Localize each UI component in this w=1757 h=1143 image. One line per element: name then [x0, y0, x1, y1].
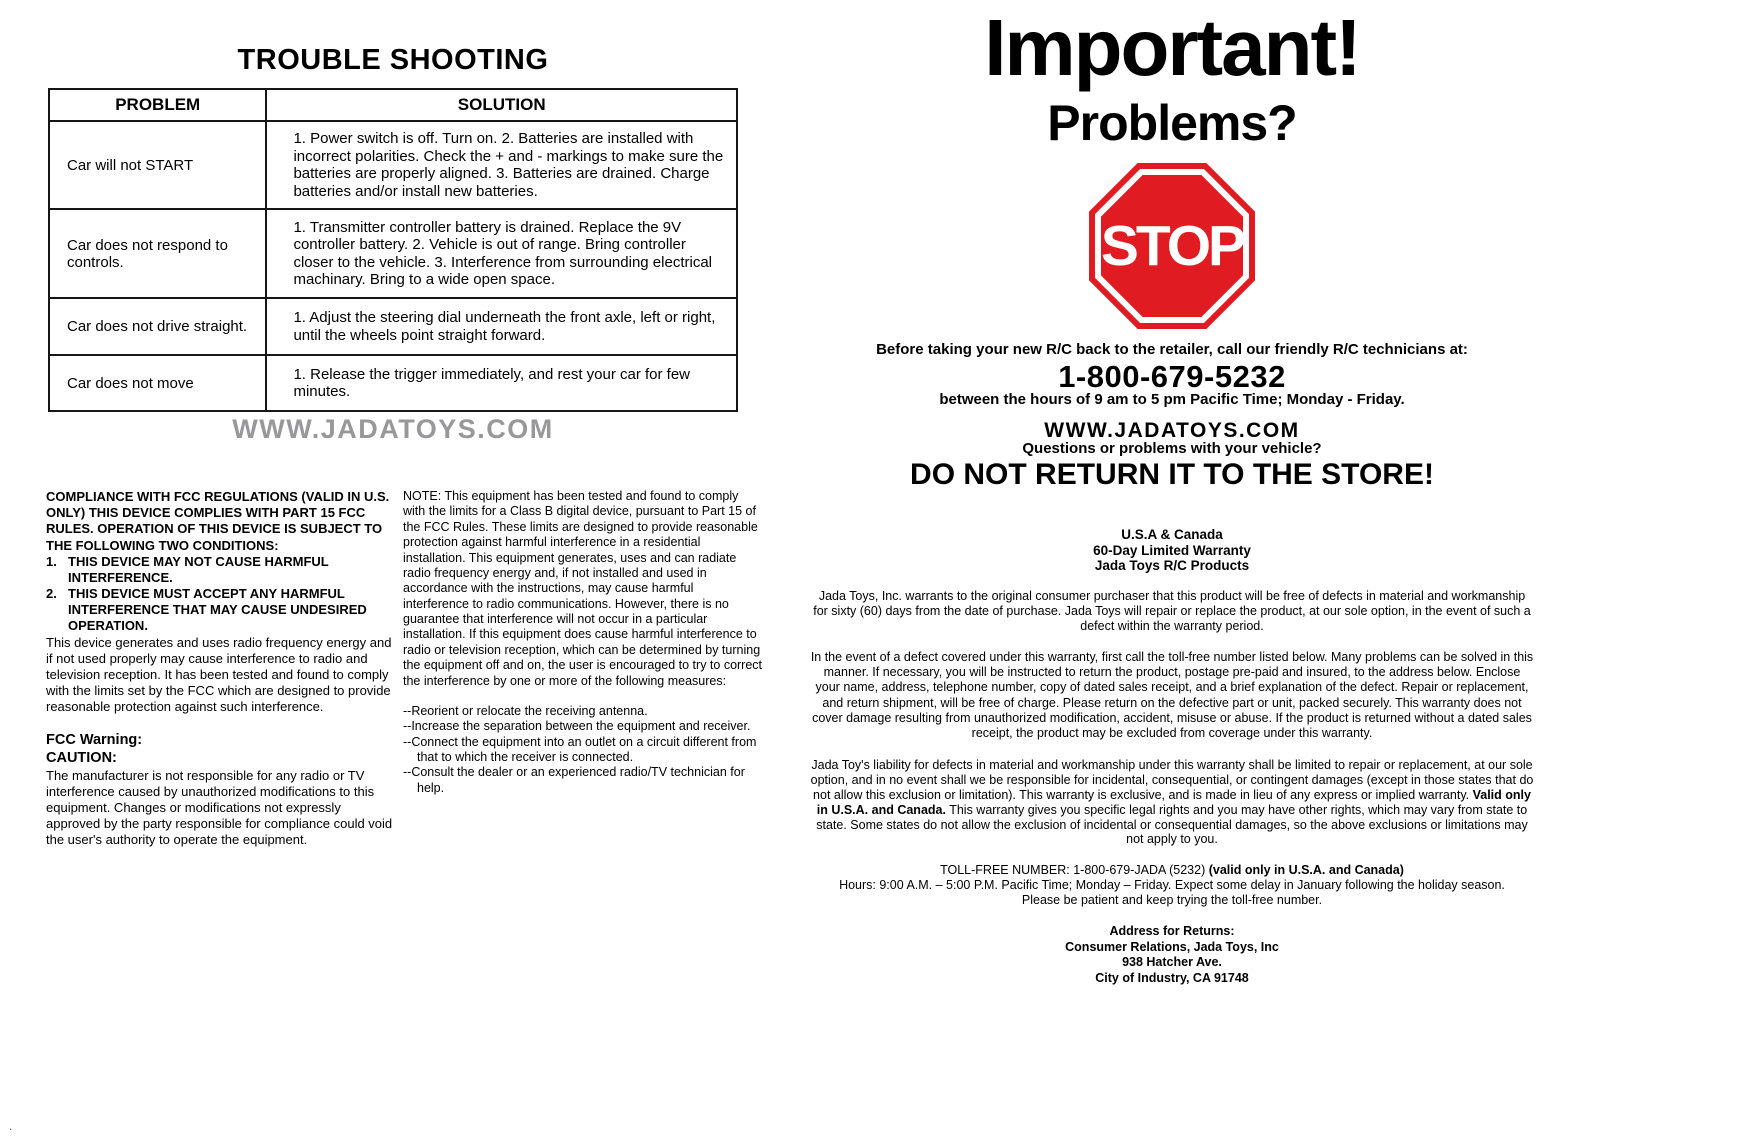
solution-cell: 1. Transmitter controller battery is drained. Replace the 9V controller battery. 2. Vehicle is out of range. Bring controller closer to the vehicle. 3. Interference from surrounding electrical machinary. Bring to a wide open space.: [266, 209, 737, 298]
fcc-measure-item: --Connect the equipment into an outlet on a circuit different from that to which the receiver is connected.: [403, 734, 757, 764]
phone-number: 1-800-679-5232: [1058, 359, 1286, 394]
warranty-paragraph-3-post: This warranty gives you specific legal rights and you may have other rights, which may vary from state to state. Some states do not allow the exclusion of incidental or consequential damages, so the above exclusions or limitations may not apply to you.: [816, 802, 1528, 847]
table-row: [49, 209, 737, 298]
tollfree-patience-line: Please be patient and keep trying the toll-free number.: [1021, 893, 1323, 907]
address-for-returns-label: Address for Returns:: [1109, 924, 1235, 938]
list-number: 1.: [46, 553, 57, 569]
fcc-warning-label: FCC Warning:: [46, 732, 143, 749]
fcc-measures-list: [403, 704, 762, 796]
problem-cell: Car will not START: [49, 121, 266, 209]
fcc-caution-label: CAUTION:: [46, 750, 117, 767]
warranty-heading: [810, 527, 1534, 574]
fcc-caution-paragraph: The manufacturer is not responsible for any radio or TV interference caused by unauthorized modifications to this equipment. Changes or modifications not expressly approved by the party responsible for compliance could void the user's authority to operate the equipment.: [46, 767, 393, 848]
tollfree-number-text: TOLL-FREE NUMBER: 1-800-679-JADA (5232): [940, 863, 1209, 877]
tollfree-valid-bold: (valid only in U.S.A. and Canada): [1208, 863, 1404, 877]
warranty-products-line: Jada Toys R/C Products: [1094, 558, 1250, 574]
column-header-problem: PROBLEM: [49, 89, 266, 121]
do-not-return-headline: DO NOT RETURN IT TO THE STORE!: [910, 458, 1434, 491]
address-city: City of Industry, CA 91748: [1095, 970, 1249, 985]
warranty-paragraph-3: [810, 758, 1534, 847]
table-row: [49, 298, 737, 355]
troubleshooting-title: TROUBLE SHOOTING: [237, 44, 549, 76]
address-street: 938 Hatcher Ave.: [1122, 955, 1222, 969]
fcc-condition-2: [46, 586, 393, 635]
problem-cell: Car does not move: [49, 355, 266, 411]
warranty-duration-line: 60-Day Limited Warranty: [1093, 542, 1251, 558]
scan-artifact-dot: .: [9, 1119, 13, 1133]
fcc-measure-item: --Reorient or relocate the receiving antenna.: [403, 703, 648, 718]
fcc-condition-1: [46, 554, 393, 586]
solution-cell: 1. Release the trigger immediately, and rest your car for few minutes.: [266, 355, 737, 411]
call-technicians-line: Before taking your new R/C back to the retailer, call our friendly R/C technicians at:: [876, 341, 1468, 358]
returns-address-block: [810, 924, 1534, 986]
fcc-condition-1-text: THIS DEVICE MAY NOT CAUSE HARMFUL INTERFERENCE.: [68, 553, 329, 585]
stop-sign-label: STOP: [1100, 214, 1244, 278]
solution-cell: 1. Power switch is off. Turn on. 2. Batteries are installed with incorrect polarities. Check the + and - markings to make sure the batteries are properly aligned. 3. Batteries are drained. Charge batteries and/or install new batteries.: [266, 121, 737, 209]
problem-cell: Car does not respond to controls.: [49, 209, 266, 298]
tollfree-hours-line: Hours: 9:00 A.M. – 5:00 P.M. Pacific Time; Monday – Friday. Expect some delay in January following the holiday season.: [839, 878, 1505, 892]
fcc-measure-item: --Consult the dealer or an experienced radio/TV technician for help.: [403, 765, 745, 795]
column-header-solution: SOLUTION: [266, 89, 737, 121]
warranty-valid-only-bold: Valid only in U.S.A. and Canada.: [816, 787, 1531, 817]
website-url: WWW.JADATOYS.COM: [1044, 419, 1300, 442]
fcc-measure-item: --Increase the separation between the equipment and receiver.: [403, 719, 751, 734]
fcc-body-paragraph: This device generates and uses radio frequency energy and if not used properly may cause interference to radio and television reception. It has been tested and found to comply with the limits set by the FCC which are designed to provide reasonable protection against such interference.: [46, 634, 392, 715]
right-page: [810, 0, 1534, 1143]
jadatoys-watermark: WWW.JADATOYS.COM: [232, 414, 554, 444]
warranty-paragraph-2: In the event of a defect covered under this warranty, first call the toll-free number listed below. Many problems can be solved in this manner. If necessary, you will be instructed to return the product, postage pre-paid and insured, to the address below. Enclose your name, address, telephone number, copy of dated sales receipt, and a brief explanation of the defect. Repair or replacement, and return shipment, will be free of charge. Please return on the defective part or unit, packed securely. This warranty does not cover damage resulting from unauthorized modification, accident, misuse or abuse. If the product is returned without a dated sales receipt, the product may be excluded from coverage under this warranty.: [810, 650, 1534, 740]
fcc-note-paragraph: NOTE: This equipment has been tested and found to comply with the limits for a Class B digital device, pursuant to Part 15 of the FCC Rules. These limits are designed to provide reasonable protection against harmful interference in a residential installation. This equipment generates, uses and can radiate radio frequency energy and, if not installed and used in accordance with the instructions, may cause harmful interference to radio communications. However, there is no guarantee that interference will not occur in a particular installation. If this equipment does cause harmful interference to radio or television reception, which can be determined by turning the equipment off and on, the user is encouraged to try to correct the interference by one or more of the following measures:: [403, 489, 763, 688]
tollfree-block: [810, 863, 1534, 908]
problem-cell: Car does not drive straight.: [49, 298, 266, 355]
troubleshooting-table: [48, 88, 738, 412]
address-consumer-relations: Consumer Relations, Jada Toys, Inc: [1065, 939, 1279, 954]
warranty-region-line: U.S.A & Canada: [1121, 527, 1223, 542]
problems-headline: Problems?: [1047, 95, 1297, 151]
warranty-paragraph-3-pre: Jada Toy's liability for defects in material and workmanship under this warranty shall be limited to repair or replacement, at our sole option, and in no event shall we be responsible for incidental, consequential, or contingent damages (except in those states that do not allow this exclusion or limitation). This warranty is exclusive, and is made in lieu of any express or implied warranty.: [810, 758, 1534, 802]
table-row: [49, 355, 737, 411]
warranty-paragraph-1: Jada Toys, Inc. warrants to the original consumer purchaser that this product will be free of defects in material and workmanship for sixty (60) days from the date of purchase. Jada Toys will repair or replace the product, at our sole option, in the event of such a defect within the warranty period.: [813, 589, 1531, 634]
solution-cell: 1. Adjust the steering dial underneath the front axle, left or right, until the wheels point straight forward.: [266, 298, 737, 355]
list-number: 2.: [46, 586, 57, 602]
table-header-row: [49, 89, 737, 121]
questions-line: Questions or problems with your vehicle?: [1022, 440, 1322, 457]
fcc-condition-2-text: THIS DEVICE MUST ACCEPT ANY HARMFUL INTERFERENCE THAT MAY CAUSE UNDESIRED OPERATION.: [68, 586, 367, 634]
table-row: [49, 121, 737, 209]
fcc-note-column: [403, 489, 762, 796]
fcc-compliance-column: [46, 489, 393, 848]
stop-sign-icon: [1089, 163, 1255, 329]
left-page: [0, 0, 790, 1143]
tollfree-number-line: [810, 863, 1534, 878]
phone-hours-line: between the hours of 9 am to 5 pm Pacific Time; Monday - Friday.: [939, 391, 1405, 408]
fcc-compliance-heading: COMPLIANCE WITH FCC REGULATIONS (VALID IN U.S. ONLY) THIS DEVICE COMPLIES WITH PART 15 FCC RULES. OPERATION OF THIS DEVICE IS SUBJECT TO THE FOLLOWING TWO CONDITIONS:: [46, 489, 390, 553]
important-headline: Important!: [984, 3, 1360, 92]
